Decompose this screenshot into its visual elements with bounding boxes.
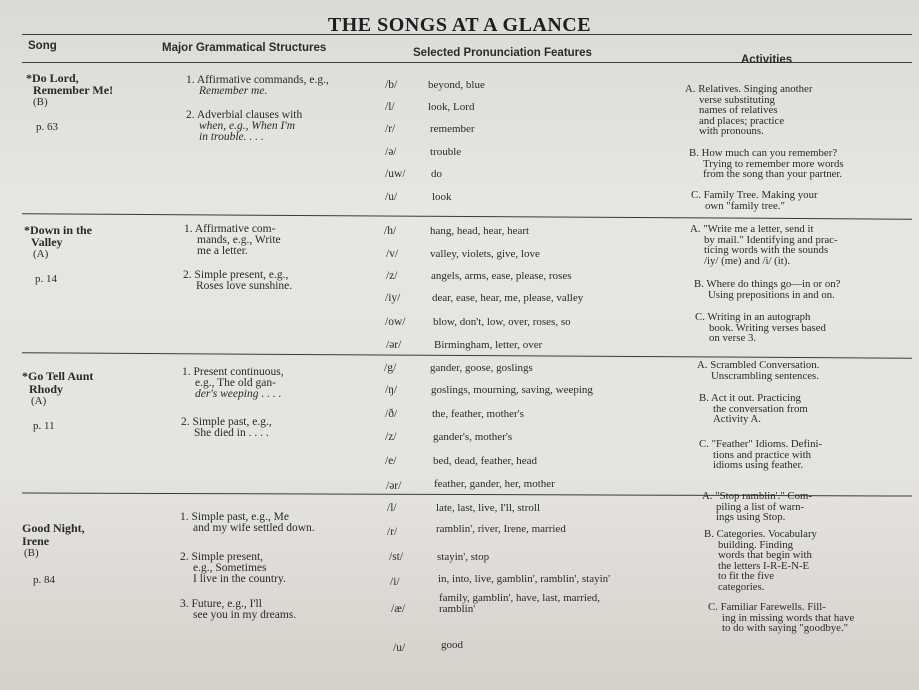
activity-line: book. Writing verses based — [709, 321, 826, 334]
phoneme-words-line: family, gamblin', have, last, married, — [439, 592, 601, 604]
phoneme-words: bed, dead, feather, head — [433, 455, 538, 467]
song-level: (A) — [33, 248, 49, 260]
song-page: p. 63 — [36, 121, 58, 133]
structure-line: 1. Present continuous, — [182, 366, 284, 378]
phoneme: /u/ — [393, 642, 406, 654]
song-page: p. 11 — [33, 420, 55, 432]
activity-line: ticing words with the sounds — [704, 244, 829, 257]
activity-line: /iy/ (me) and /i/ (it). — [704, 254, 791, 267]
structure-item — [184, 224, 281, 257]
phoneme-words: the, feather, mother's — [432, 408, 524, 420]
activity-line: tions and practice with — [713, 448, 812, 461]
structure-line: e.g., The old gan- — [195, 377, 276, 389]
structure-item — [182, 367, 284, 400]
activity-line: C. Familiar Farewells. Fill- — [708, 601, 826, 613]
activity-line: with pronouns. — [699, 125, 764, 138]
phoneme: /l/ — [385, 101, 395, 113]
activity-line: B. Categories. Vocabulary — [704, 528, 817, 540]
activity-item — [695, 312, 826, 344]
structure-line: mands, e.g., Write — [197, 234, 281, 246]
activity-line: own "family tree." — [705, 199, 785, 212]
header-song: Song — [28, 40, 57, 52]
header-pronunciation: Selected Pronunciation Features — [413, 47, 592, 59]
activity-item — [685, 84, 812, 137]
phoneme: /ə/ — [385, 146, 397, 158]
activity-line: ing in missing words that have — [722, 611, 855, 624]
phoneme-words: gander, goose, goslings — [430, 362, 533, 374]
structure-line: 2. Simple present, e.g., — [183, 269, 289, 281]
phoneme: /st/ — [389, 551, 404, 563]
phoneme: /æ/ — [391, 603, 406, 615]
activity-line: B. Where do things go—in or on? — [694, 278, 841, 290]
activity-line: words that begin with — [718, 549, 812, 562]
song-name-line: *Go Tell Aunt — [22, 369, 94, 383]
song-name-line: Rhody — [29, 382, 64, 396]
activity-line: to do with saying "goodbye." — [722, 622, 849, 635]
song-page: p. 84 — [33, 574, 55, 586]
phoneme-words: look, Lord — [428, 101, 475, 113]
structure-item — [180, 599, 296, 621]
activity-line: Activity A. — [713, 413, 761, 426]
structure-line: 1. Simple past, e.g., Me — [180, 511, 289, 523]
structure-line: me a letter. — [197, 245, 248, 257]
activity-line: C. Family Tree. Making your — [691, 189, 818, 201]
section-rule-2 — [22, 352, 912, 358]
phoneme: /r/ — [385, 123, 396, 135]
section-rule-1 — [22, 213, 912, 219]
phoneme-words — [439, 593, 600, 615]
activity-item — [708, 602, 854, 634]
activity-line: Unscrambling sentences. — [711, 369, 819, 382]
activity-line: C. Writing in an autograph — [695, 311, 811, 323]
activity-line: Trying to remember more words — [703, 157, 844, 170]
activity-line: the conversation from — [713, 402, 808, 415]
song-name-line: Remember Me! — [33, 83, 114, 97]
phoneme: /l/ — [387, 502, 397, 514]
activity-item — [699, 393, 808, 425]
activity-line: C. "Feather" Idioms. Defini- — [699, 438, 823, 450]
song-name-line: Valley — [31, 235, 63, 249]
phoneme: /iy/ — [385, 292, 401, 304]
structure-line: 2. Adverbial clauses with — [186, 109, 303, 121]
activity-item — [691, 190, 818, 211]
activity-line: B. How much can you remember? — [689, 147, 838, 159]
song-level: (A) — [31, 395, 47, 407]
phoneme: /ð/ — [385, 408, 398, 420]
song-name-line: *Do Lord, — [26, 71, 79, 85]
phoneme: /z/ — [385, 431, 397, 443]
phoneme-words: beyond, blue — [428, 79, 485, 91]
structure-line: 1. Affirmative commands, e.g., — [186, 74, 329, 86]
structure-line: Roses love sunshine. — [196, 280, 293, 292]
phoneme-words: gander's, mother's — [433, 431, 513, 443]
activity-line: from the song than your partner. — [703, 168, 843, 181]
activity-line: building. Finding — [718, 538, 793, 551]
activity-line: categories. — [718, 580, 765, 593]
activity-line: A. Scrambled Conversation. — [697, 359, 820, 371]
phoneme: /g/ — [384, 362, 397, 374]
activity-line: ings using Stop. — [716, 511, 786, 524]
phoneme-words: in, into, live, gamblin', ramblin', stayin' — [438, 573, 611, 585]
phoneme-words: dear, ease, hear, me, please, valley — [432, 292, 584, 304]
structure-line: She died in . . . . — [194, 427, 269, 439]
activity-line: verse substituting — [699, 93, 775, 106]
activity-line: piling a list of warn- — [716, 500, 805, 513]
phoneme-words: look — [432, 191, 452, 203]
structure-line: 1. Affirmative com- — [184, 223, 276, 235]
phoneme-words-line: ramblin' — [439, 603, 476, 615]
phoneme-words: ramblin', river, Irene, married — [436, 523, 566, 535]
structure-line: see you in my dreams. — [193, 609, 297, 621]
structure-item — [180, 552, 286, 585]
structure-line: I live in the country. — [193, 573, 286, 585]
song-name-line: Irene — [22, 534, 50, 548]
song-level: (B) — [33, 96, 48, 108]
structure-line: Remember me. — [199, 85, 268, 97]
structure-line: when, e.g., When I'm — [199, 120, 296, 132]
activity-line: to fit the five — [718, 570, 775, 583]
structure-item — [180, 512, 315, 534]
activity-item — [697, 360, 819, 381]
phoneme-words: trouble — [430, 146, 462, 158]
phoneme-words: good — [441, 639, 463, 651]
structure-item — [183, 270, 292, 292]
phoneme: /ər/ — [386, 480, 402, 492]
phoneme-words: Birmingham, letter, over — [434, 339, 543, 351]
activity-item — [702, 491, 812, 523]
activity-item — [694, 279, 840, 300]
structure-line: 2. Simple present, — [180, 551, 264, 563]
activity-item — [689, 148, 844, 180]
phoneme: /u/ — [385, 191, 398, 203]
phoneme-words: valley, violets, give, love — [430, 248, 540, 260]
phoneme-words: feather, gander, her, mother — [434, 478, 555, 490]
header-activities: Activities — [741, 54, 793, 66]
structure-line: 3. Future, e.g., I'll — [180, 598, 262, 610]
structure-item — [181, 417, 272, 439]
structure-item — [186, 75, 329, 97]
activity-line: and places; practice — [699, 114, 785, 127]
phoneme-words: stayin', stop — [437, 551, 490, 563]
song-page: p. 14 — [35, 273, 57, 285]
phoneme-words: goslings, mourning, saving, weeping — [431, 384, 593, 396]
phoneme: /e/ — [385, 455, 397, 467]
phoneme-words: angels, arms, ease, please, roses — [431, 270, 572, 282]
phoneme: /uw/ — [385, 168, 406, 180]
activity-item — [690, 224, 838, 266]
phoneme: /h/ — [384, 225, 397, 237]
phoneme: /v/ — [386, 248, 399, 260]
header-structures: Major Grammatical Structures — [162, 42, 327, 54]
activity-line: A. "Stop ramblin'." Com- — [702, 490, 813, 502]
structure-line: in trouble. . . . — [199, 131, 264, 143]
phoneme: /z/ — [386, 270, 398, 282]
activity-line: by mail." Identifying and prac- — [704, 233, 838, 246]
phoneme-words: remember — [430, 123, 475, 135]
activity-line: on verse 3. — [709, 332, 757, 345]
phoneme-words: hang, head, hear, heart — [430, 225, 530, 237]
phoneme: /ŋ/ — [385, 384, 398, 396]
activity-line: Using prepositions in and on. — [708, 288, 835, 301]
activity-line: A. "Write me a letter, send it — [690, 223, 814, 235]
structure-line: der's weeping . . . . — [195, 388, 282, 400]
phoneme-words: late, last, live, I'll, stroll — [436, 502, 541, 514]
structure-item — [186, 110, 302, 143]
activity-line: B. Act it out. Practicing — [699, 392, 801, 404]
phoneme: /b/ — [385, 79, 398, 91]
phoneme-words: do — [431, 168, 442, 180]
phoneme: /ər/ — [386, 339, 402, 351]
activity-line: A. Relatives. Singing another — [685, 83, 813, 95]
phoneme: /ow/ — [385, 316, 406, 328]
song-name-line: *Down in the — [24, 223, 93, 237]
phoneme-words: blow, don't, low, over, roses, so — [433, 316, 571, 328]
header-top-rule — [22, 34, 912, 35]
phoneme: /r/ — [387, 526, 398, 538]
song-name-line: Good Night, — [22, 521, 85, 535]
song-level: (B) — [24, 547, 39, 559]
activity-line: the letters I-R-E-N-E — [718, 559, 810, 572]
page-title: THE SONGS AT A GLANCE — [327, 14, 592, 36]
activity-item — [699, 439, 822, 471]
structure-line: 2. Simple past, e.g., — [181, 416, 272, 428]
activity-line: idioms using feather. — [713, 459, 804, 472]
activity-line: names of relatives — [699, 104, 778, 117]
phoneme: /i/ — [390, 576, 400, 588]
activity-item — [704, 529, 817, 593]
structure-line: e.g., Sometimes — [193, 562, 267, 574]
structure-line: and my wife settled down. — [193, 522, 315, 534]
